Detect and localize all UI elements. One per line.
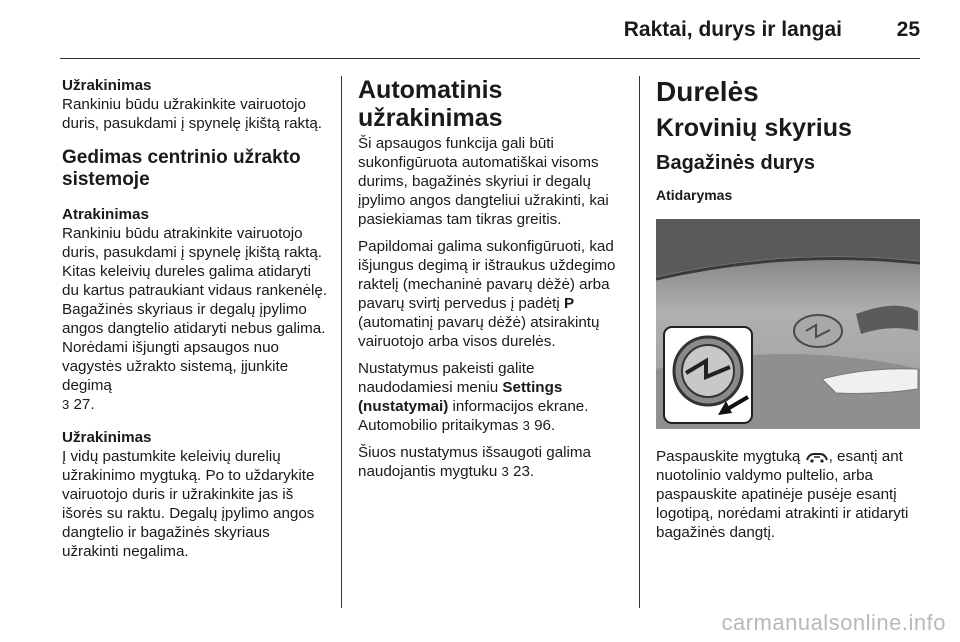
section-heading-tailgate: Bagažinės durys [656,152,815,174]
header-divider [60,58,920,59]
section-heading-unlocking: Atrakinimas [62,206,149,223]
paragraph: Į vidų pastumkite keleivių durelių užrakinimo mygtuką. Po to uždarykite vairuotojo duris ir užrakinkite jas iš išorės su raktu. Degalų įpylimo angos dangtelio ir bagažinės skyriaus užrakinti negalima. [62,448,315,560]
tailgate-logo-illustration [656,219,920,429]
section-heading-opening: Atidarymas [656,187,733,203]
car-unlock-icon [805,451,829,463]
page-ref-link[interactable]: 23. [513,463,535,480]
running-header-title: Raktai, durys ir langai [623,18,842,41]
section-heading-auto-lock: Automatinis užrakinimas [358,76,503,132]
page-ref-link[interactable]: 96. [534,417,556,434]
section-heading-locking: Užrakinimas [62,77,152,94]
gear-position-label: P [564,295,575,312]
column-right [656,76,926,556]
page-ref-arrow: 3 [522,418,530,433]
column-left [62,76,330,575]
page-ref-arrow: 3 [62,397,70,412]
menu-name: Settings (nustatymai) [358,379,563,415]
section-heading-cargo: Krovinių skyrius [656,114,852,142]
paragraph-text: (automatinį pavarų dėžė) atsirakintų vairuotojo arba visos durelės. [358,314,600,350]
paragraph [656,447,926,542]
paragraph-text: Šiuos nustatymus išsaugoti galima naudojantis mygtuku [358,444,591,480]
column-divider [341,76,342,608]
paragraph-text: Papildomai galima sukonfigūruoti, kad išjungus degimą ir ištraukus uždegimo raktelį (mechaninė pavarų dėžė) arba pavarų svirtį pervedus į padėtį [358,238,616,312]
page-ref-link[interactable]: 27. [73,396,95,413]
paragraph-text: Paspauskite mygtuką [656,448,801,465]
section-heading-central-lock-failure: Gedimas centrinio užrakto sistemoje [62,147,301,190]
paragraph-text: Rankiniu būdu atrakinkite vairuotojo duris, pasukdami į spynelę įkištą raktą. Kitas keleivių dureles galima atidaryti du kartus patraukiant vidaus rankenėlę. Bagažinės skyriaus ir degalų įpylimo angos dangtelio atidaryti nebus galima. Norėdami išjungti apsaugos nuo vagystės užrakto sistemą, įjunkite degimą [62,225,328,394]
page-ref-arrow: 3 [501,464,509,479]
column-divider [639,76,640,608]
page-number: 25 [896,18,920,41]
column-middle [358,76,626,489]
paragraph [358,237,626,351]
section-heading-locking-2: Užrakinimas [62,429,152,446]
paragraph [358,443,626,481]
paragraph [358,359,626,435]
paragraph: Rankiniu būdu užrakinkite vairuotojo duris, pasukdami į spynelę įkištą raktą. [62,96,322,132]
watermark: carmanualsonline.info [721,610,946,635]
chapter-heading-doors: Durelės [656,76,759,107]
paragraph [62,224,330,414]
paragraph-text: Nustatymus pakeisti galite naudodamiesi meniu [358,360,535,396]
paragraph: Ši apsaugos funkcija gali būti sukonfigūruota automatiškai visoms durims, bagažinės skyriui ir degalų įpylimo angos dangteliui užrakinti, kai pasiekiamas tam tikras greitis. [358,135,609,228]
paragraph-text: informacijos ekrane. Automobilio pritaikymas [358,398,589,434]
paragraph-text: , esantį ant nuotolinio valdymo pultelio, arba paspauskite apatinėje pusėje esantį logotipą, norėdami atrakinti ir atidaryti bagažinės dangtį. [656,448,909,541]
